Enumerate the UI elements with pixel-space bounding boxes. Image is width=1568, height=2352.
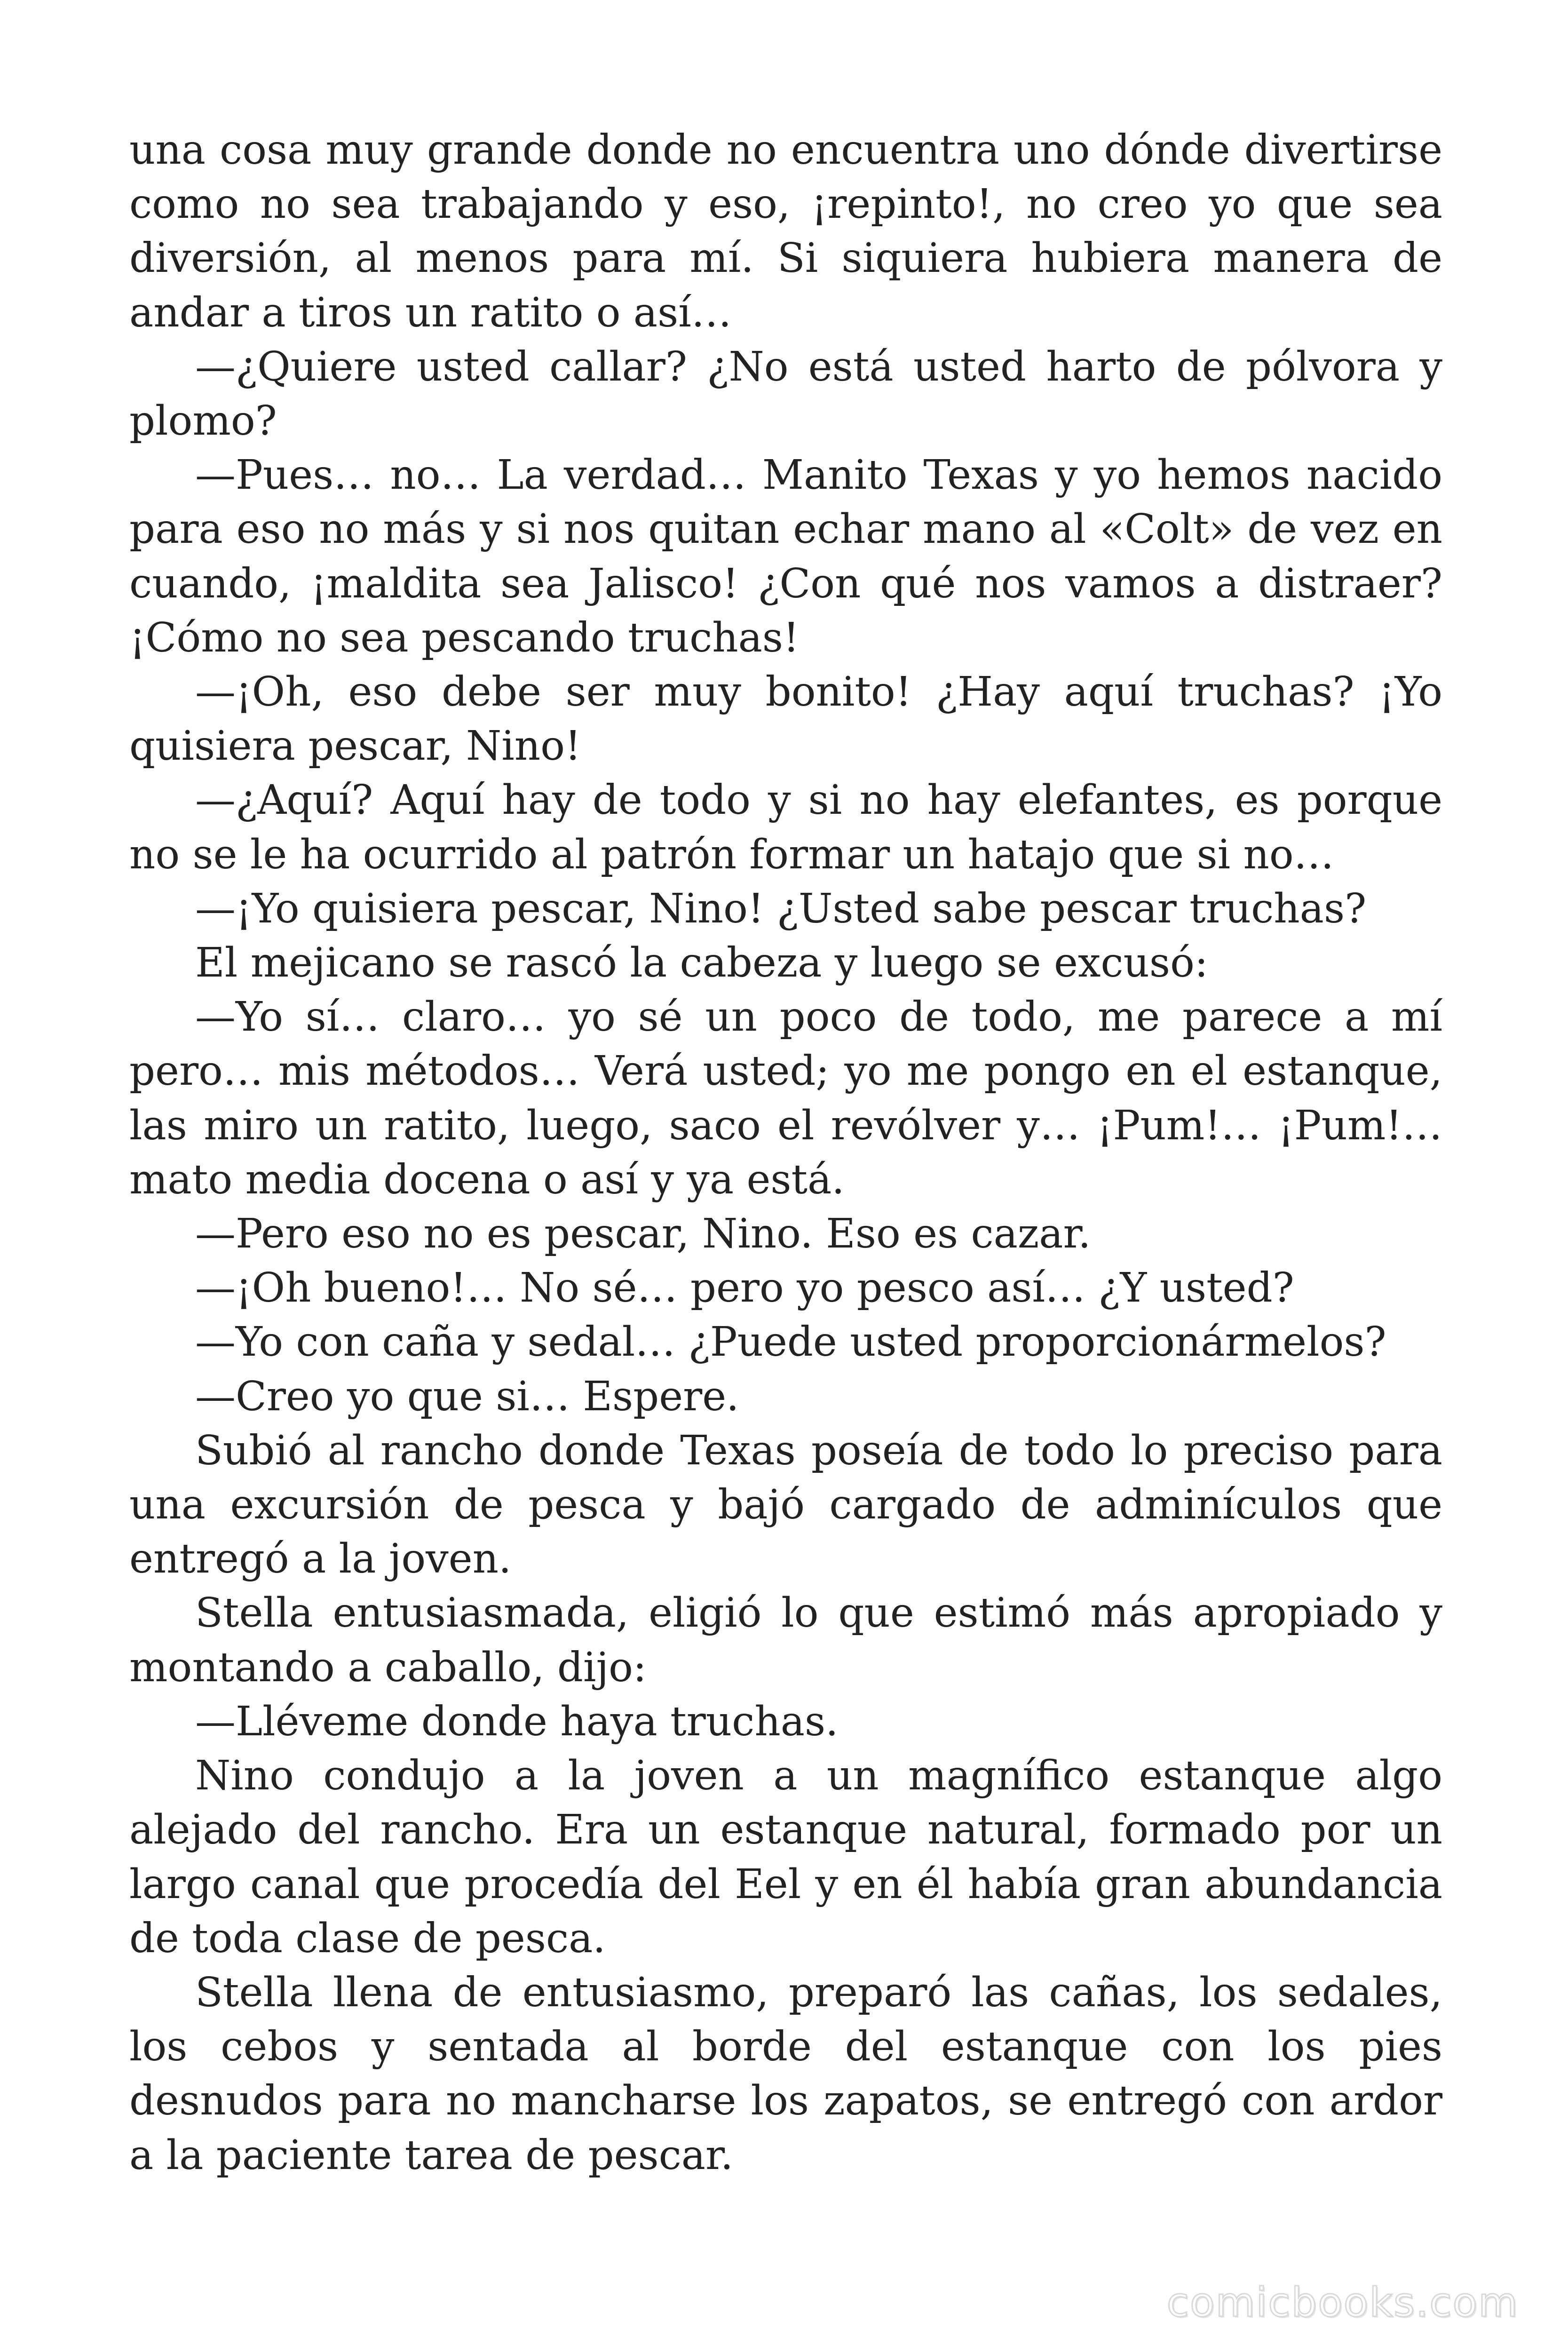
paragraph-10: —¡Oh bueno!… No sé… pero yo pesco así… ¿Y usted?: [195, 1264, 1294, 1312]
paragraph-17: Stella llena de entusiasmo, preparó las cañas, los sedales, los cebos y sentada al borde del estanque con los pies desnudos para no mancharse los zapatos, se entregó con ardor a la paciente tarea de pescar.: [129, 1969, 1442, 2179]
paragraph-2: —¿Quiere usted callar? ¿No está usted harto de pólvora y plomo?: [129, 343, 1442, 445]
page-text: [129, 123, 1442, 2183]
paragraph-11: —Yo con caña y sedal… ¿Puede usted proporcionármelos?: [195, 1319, 1386, 1366]
paragraph-13: Subió al rancho donde Texas poseía de todo lo preciso para una excursión de pesca y bajó cargado de adminículos que entregó a la joven.: [129, 1427, 1442, 1583]
paragraph-14: Stella entusiasmada, eligió lo que estimó más apropiado y montando a caballo, dijo:: [129, 1589, 1442, 1691]
paragraph-12: —Creo yo que si… Espere.: [195, 1373, 739, 1420]
paragraph-16: Nino condujo a la joven a un magnífico estanque algo alejado del rancho. Era un estanque natural, formado por un largo canal que procedía del Eel y en él había gran abundancia de toda clase de pesca.: [129, 1752, 1442, 1962]
paragraph-3: —Pues… no… La verdad… Manito Texas y yo hemos nacido para eso no más y si nos quitan echar mano al «Colt» de vez en cuando, ¡maldita sea Jalisco! ¿Con qué nos vamos a distraer? ¡Cómo no sea pescando truchas!: [129, 452, 1442, 661]
paragraph-9: —Pero eso no es pescar, Nino. Eso es cazar.: [195, 1210, 1091, 1258]
watermark: comicbooks.com: [1166, 2279, 1519, 2326]
paragraph-1: una cosa muy grande donde no encuentra uno dónde divertirse como no sea trabajando y eso, ¡repinto!, no creo yo que sea diversión, al menos para mí. Si siquiera hubiera manera de andar a tiros un ratito o así…: [129, 127, 1442, 336]
paragraph-5: —¿Aquí? Aquí hay de todo y si no hay elefantes, es porque no se le ha ocurrido al patrón formar un hatajo que si no…: [129, 777, 1442, 878]
paragraph-4: —¡Oh, eso debe ser muy bonito! ¿Hay aquí truchas? ¡Yo quisiera pescar, Nino!: [129, 668, 1442, 770]
paragraph-6: —¡Yo quisiera pescar, Nino! ¿Usted sabe pescar truchas?: [195, 885, 1367, 932]
paragraph-8: —Yo sí… claro… yo sé un poco de todo, me parece a mí pero… mis métodos… Verá usted; yo me pongo en el estanque, las miro un ratito, luego, saco el revólver y… ¡Pum!… ¡Pum!… mato media docena o así y ya está.: [129, 993, 1442, 1203]
paragraph-15: —Lléveme donde haya truchas.: [195, 1698, 839, 1745]
paragraph-7: El mejicano se rascó la cabeza y luego se excusó:: [195, 939, 1208, 987]
